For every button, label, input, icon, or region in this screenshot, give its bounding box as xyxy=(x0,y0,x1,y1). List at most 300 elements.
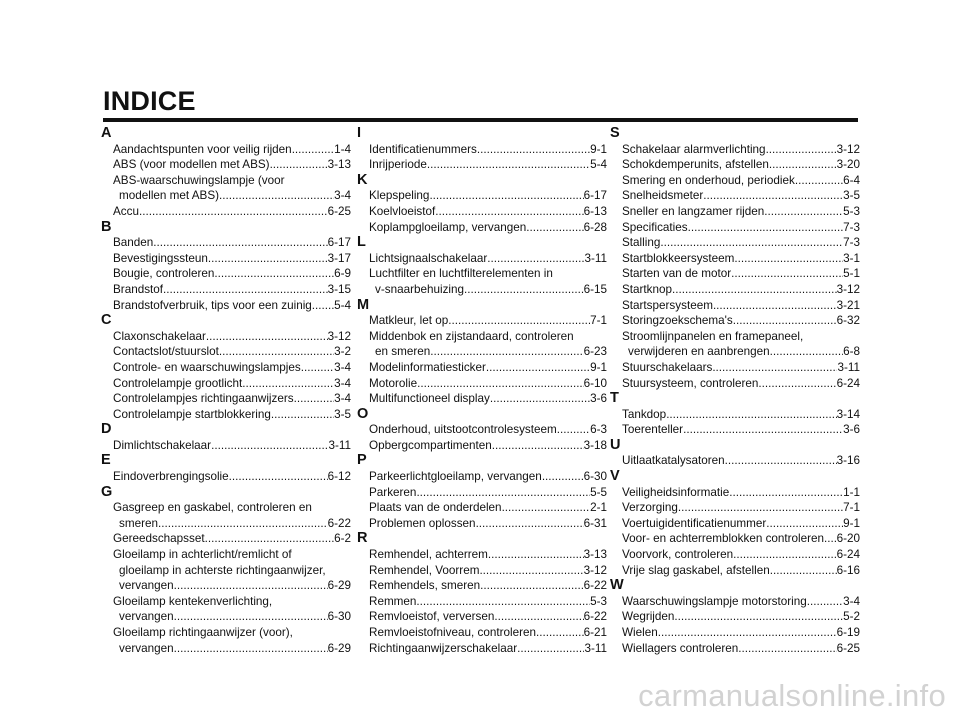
index-entry-page: 6-9 xyxy=(334,267,351,281)
index-entry[interactable] xyxy=(610,547,860,563)
index-entry-name: Opbergcompartimenten xyxy=(369,438,492,452)
dot-leader xyxy=(292,142,334,158)
index-entry-line: Middenbok en zijstandaard, controleren xyxy=(369,329,574,343)
index-entry-name: Controle- en waarschuwingslampjes xyxy=(113,360,301,374)
index-entry[interactable] xyxy=(101,516,351,532)
dot-leader xyxy=(683,422,843,438)
dot-leader xyxy=(312,298,334,314)
dot-leader xyxy=(734,251,843,267)
index-entry-name: Multifunctioneel display xyxy=(369,392,490,406)
index-entry[interactable] xyxy=(357,500,607,516)
index-entry-page: 6-13 xyxy=(583,204,607,218)
index-entry[interactable] xyxy=(101,609,351,625)
dot-leader xyxy=(242,376,334,392)
title-rule xyxy=(103,118,858,122)
dot-leader xyxy=(766,516,843,532)
dot-leader xyxy=(764,204,843,220)
index-entry-name: Eindoverbrengingsolie xyxy=(113,470,229,484)
dot-leader xyxy=(219,344,334,360)
index-entry-name: Vrije slag gaskabel, afstellen xyxy=(622,563,770,577)
index-entry-name: Aandachtspunten voor veilig rijden xyxy=(113,142,292,156)
index-entry[interactable] xyxy=(357,578,607,594)
dot-leader xyxy=(211,438,328,454)
dot-leader xyxy=(294,391,335,407)
index-entry-page: 3-11 xyxy=(837,360,860,374)
index-entry-name: Storingzoekschema's xyxy=(622,314,733,328)
index-entry[interactable] xyxy=(610,625,860,641)
index-entry-page: 9-1 xyxy=(590,142,607,156)
index-entry[interactable] xyxy=(101,578,351,594)
dot-leader xyxy=(229,469,328,485)
index-entry-page: 3-16 xyxy=(836,454,860,468)
index-entry-name: Stuurschakelaars xyxy=(622,360,713,374)
index-entry-page: 1-1 xyxy=(843,485,860,499)
index-entry-name: Remhendel, achterrem xyxy=(369,548,488,562)
index-letter-heading: E xyxy=(101,452,111,469)
index-entry[interactable] xyxy=(610,531,860,547)
index-entry-name: Startblokkeersysteem xyxy=(622,251,735,265)
index-entry[interactable] xyxy=(101,469,351,485)
dot-leader xyxy=(208,251,328,267)
index-entry-name: Lichtsignaalschakelaar xyxy=(369,251,488,265)
index-entry[interactable] xyxy=(610,266,860,282)
dot-leader xyxy=(476,516,584,532)
index-entry-page: 6-31 xyxy=(583,516,607,530)
index-entry-line: Gloeilamp in achterlicht/remlicht of xyxy=(113,548,292,562)
index-entry-page: 2-1 xyxy=(590,501,607,515)
dot-leader xyxy=(205,531,334,547)
index-letter-heading: V xyxy=(610,468,620,485)
dot-leader xyxy=(502,500,591,516)
index-letter-heading: R xyxy=(357,530,368,547)
index-entry-page: 3-6 xyxy=(590,392,607,406)
index-entry[interactable] xyxy=(610,235,860,251)
dot-leader xyxy=(492,438,584,454)
index-entry-name: Controlelampjes richtingaanwijzers xyxy=(113,392,294,406)
index-entry-name: v-snaarbehuizing xyxy=(375,282,465,296)
index-letter-heading: I xyxy=(357,125,362,141)
index-entry[interactable] xyxy=(610,173,860,189)
index-entry-page: 6-30 xyxy=(327,610,351,624)
index-entry-name: Claxonschakelaar xyxy=(113,329,206,343)
index-entry-page: 6-3 xyxy=(590,423,607,437)
index-entry-name: Dimlichtschakelaar xyxy=(113,438,212,452)
index-entry-page: 6-25 xyxy=(327,204,351,218)
index-entry-page: 3-4 xyxy=(334,392,351,406)
index-entry-name: Startknop xyxy=(622,282,673,296)
index-entry-page: 6-25 xyxy=(836,641,860,655)
index-letter-heading: P xyxy=(357,452,367,469)
dot-leader xyxy=(174,578,328,594)
index-entry-page: 3-5 xyxy=(334,407,351,421)
dot-leader xyxy=(479,563,583,579)
dot-leader xyxy=(174,641,328,657)
index-entry[interactable] xyxy=(357,220,607,236)
index-entry-page: 5-3 xyxy=(590,594,607,608)
index-entry[interactable] xyxy=(101,142,351,158)
index-entry[interactable] xyxy=(610,188,860,204)
index-entry[interactable] xyxy=(610,453,860,469)
index-entry[interactable] xyxy=(101,282,351,298)
index-entry[interactable] xyxy=(357,609,607,625)
index-entry-page: 6-15 xyxy=(583,282,607,296)
dot-leader xyxy=(666,407,836,423)
index-entry[interactable] xyxy=(357,251,607,267)
index-entry-page: 6-21 xyxy=(583,626,607,639)
index-entry[interactable] xyxy=(610,220,860,236)
index-entry-page: 3-15 xyxy=(327,282,351,296)
dot-leader xyxy=(488,547,584,563)
index-entry[interactable] xyxy=(101,531,351,547)
index-entry[interactable] xyxy=(610,204,860,220)
dot-leader xyxy=(731,266,843,282)
index-entry[interactable] xyxy=(610,422,860,438)
dot-leader xyxy=(174,609,328,625)
index-entry-name: Stalling xyxy=(622,236,661,250)
dot-leader xyxy=(770,563,837,579)
index-entry-page: 6-32 xyxy=(836,314,860,328)
index-entry-page: 6-2 xyxy=(334,532,351,546)
index-entry-line: Gloeilamp kentekenverlichting, xyxy=(113,594,273,608)
index-entry-name: Voertuigidentificatienummer xyxy=(622,516,767,530)
index-entry-name: Tankdop xyxy=(622,407,667,421)
index-entry[interactable] xyxy=(610,376,860,392)
dot-leader xyxy=(725,453,837,469)
dot-leader xyxy=(733,313,837,329)
index-entry[interactable] xyxy=(357,438,607,454)
index-entry-page: 9-1 xyxy=(590,360,607,374)
dot-leader xyxy=(770,344,843,360)
index-entry-name: en smeren xyxy=(375,345,431,359)
dot-leader xyxy=(487,251,584,267)
index-entry[interactable] xyxy=(101,251,351,267)
dot-leader xyxy=(163,282,328,298)
index-entry[interactable] xyxy=(357,142,607,158)
index-entry-page: 6-29 xyxy=(327,641,351,655)
index-entry-name: Startspersysteem xyxy=(622,298,713,312)
index-entry[interactable] xyxy=(357,563,607,579)
index-entry[interactable] xyxy=(610,282,860,298)
index-entry-page: 5-4 xyxy=(334,298,351,312)
index-entry-page: 6-22 xyxy=(583,579,607,593)
dot-leader xyxy=(219,188,334,204)
index-entry-page: 3-4 xyxy=(334,189,351,203)
index-entry-page: 3-12 xyxy=(836,282,860,296)
index-entry[interactable] xyxy=(357,188,607,204)
index-entry-line: Gloeilamp richtingaanwijzer (voor), xyxy=(113,626,293,639)
dot-leader xyxy=(464,282,584,298)
dot-leader xyxy=(477,142,590,158)
index-entry-page: 6-22 xyxy=(327,516,351,530)
dot-leader xyxy=(430,344,583,360)
index-entry[interactable] xyxy=(357,594,607,610)
watermark: carmanualsonline.info xyxy=(638,678,946,713)
index-entry-page: 6-28 xyxy=(583,220,607,234)
index-entry-line: Gasgreep en gaskabel, controleren en xyxy=(113,501,312,515)
index-entry-page: 3-14 xyxy=(836,407,860,421)
dot-leader xyxy=(738,641,836,657)
dot-leader xyxy=(271,407,334,423)
index-entry-name: Wiellagers controleren xyxy=(622,641,739,655)
index-entry-page: 6-10 xyxy=(583,376,607,390)
index-entry[interactable] xyxy=(357,157,607,173)
dot-leader xyxy=(486,360,590,376)
index-entry-page: 6-8 xyxy=(843,345,860,359)
dot-leader xyxy=(542,469,584,485)
index-entry[interactable] xyxy=(357,469,607,485)
dot-leader xyxy=(712,360,837,376)
dot-leader xyxy=(536,625,584,641)
index-entry-name: Bougie, controleren xyxy=(113,267,215,281)
dot-leader xyxy=(758,376,836,392)
index-entry-name: Remmen xyxy=(369,594,417,608)
index-entry-page: 3-12 xyxy=(583,563,607,577)
index-entry-page: 3-21 xyxy=(836,298,860,312)
index-entry-name: Brandstofverbruik, tips voor een zuinig xyxy=(113,298,312,312)
index-letter-heading: K xyxy=(357,171,368,188)
index-entry-name: Matkleur, let op xyxy=(369,314,449,328)
index-entry-name: Problemen oplossen xyxy=(369,516,476,530)
index-entry-name: vervangen xyxy=(119,610,174,624)
index-entry[interactable] xyxy=(357,204,607,220)
index-entry[interactable] xyxy=(101,360,351,376)
index-entry-name: Inrijperiode xyxy=(369,158,427,172)
index-entry-name: Bevestigingssteun xyxy=(113,251,208,265)
index-entry-name: verwijderen en aanbrengen xyxy=(628,345,770,359)
index-letter-heading: L xyxy=(357,234,366,251)
index-entry-page: 6-16 xyxy=(836,563,860,577)
dot-leader xyxy=(494,609,583,625)
dot-leader xyxy=(490,391,590,407)
index-entry[interactable] xyxy=(101,344,351,360)
index-entry[interactable] xyxy=(357,641,607,657)
index-entry-page: 5-4 xyxy=(590,158,607,172)
index-entry-page: 6-29 xyxy=(327,579,351,593)
index-letter-heading: A xyxy=(101,125,112,141)
dot-leader xyxy=(480,578,584,594)
index-entry[interactable] xyxy=(610,516,860,532)
index-entry-page: 3-13 xyxy=(583,548,607,562)
index-entry-line: Luchtfilter en luchtfilterelementen in xyxy=(369,267,553,281)
index-entry[interactable] xyxy=(357,282,607,298)
page-title: INDICE xyxy=(103,86,196,116)
index-entry[interactable] xyxy=(610,407,860,423)
index-entry-page: 3-17 xyxy=(327,251,351,265)
index-entry-page: 7-3 xyxy=(843,220,860,234)
dot-leader xyxy=(517,641,584,657)
index-entry[interactable] xyxy=(101,641,351,657)
index-letter-heading: G xyxy=(101,483,113,500)
index-entry-name: Koplampgloeilamp, vervangen xyxy=(369,220,527,234)
index-entry-name: vervangen xyxy=(119,579,174,593)
index-entry-name: Plaats van de onderdelen xyxy=(369,501,502,515)
index-entry-page: 6-19 xyxy=(836,626,860,639)
dot-leader xyxy=(139,204,328,220)
index-entry[interactable] xyxy=(101,266,351,282)
dot-leader xyxy=(429,188,583,204)
dot-leader xyxy=(688,220,843,236)
index-entry[interactable] xyxy=(101,438,351,454)
dot-leader xyxy=(214,266,334,282)
index-entry-page: 3-20 xyxy=(836,158,860,172)
index-entry-page: 3-11 xyxy=(328,438,351,452)
index-entry-page: 7-1 xyxy=(590,314,607,328)
index-entry-name: modellen met ABS) xyxy=(119,189,220,203)
index-entry-page: 5-2 xyxy=(843,610,860,624)
index-entry-page: 3-13 xyxy=(327,158,351,172)
index-entry-name: Klepspeling xyxy=(369,189,430,203)
index-entry-name: Parkeerlichtgloeilamp, vervangen xyxy=(369,470,542,484)
dot-leader xyxy=(703,188,843,204)
index-letter-heading: S xyxy=(610,125,620,141)
index-entry[interactable] xyxy=(101,298,351,314)
index-entry[interactable] xyxy=(610,594,860,610)
index-entry-name: Remhendels, smeren xyxy=(369,579,481,593)
index-entry[interactable] xyxy=(610,344,860,360)
index-entry-name: Verzorging xyxy=(622,501,678,515)
index-entry-line: ABS-waarschuwingslampje (voor xyxy=(113,173,285,187)
index-entry-page: 6-4 xyxy=(843,173,860,187)
index-entry-page: 3-11 xyxy=(584,641,607,655)
index-entry[interactable] xyxy=(357,516,607,532)
index-entry-name: Remhendel, Voorrem xyxy=(369,563,480,577)
index-entry[interactable] xyxy=(357,376,607,392)
index-letter-heading: W xyxy=(610,577,624,594)
index-entry-page: 3-11 xyxy=(584,251,607,265)
index-letter-heading: M xyxy=(357,296,370,313)
index-entry-page: 6-17 xyxy=(583,189,607,203)
index-entry-page: 3-2 xyxy=(334,345,351,359)
index-entry-page: 5-1 xyxy=(843,267,860,281)
dot-leader xyxy=(824,531,837,547)
index-entry-page: 7-3 xyxy=(843,236,860,250)
index-entry-name: Parkeren xyxy=(369,485,417,499)
index-entry-name: Richtingaanwijzerschakelaar xyxy=(369,641,518,655)
index-entry[interactable] xyxy=(610,563,860,579)
index-entry-name: Toerenteller xyxy=(622,423,684,437)
dot-leader xyxy=(416,485,590,501)
index-entry-name: Wegrijden xyxy=(622,610,675,624)
dot-leader xyxy=(713,298,837,314)
index-entry-page: 3-6 xyxy=(843,423,860,437)
index-entry-name: Specificaties xyxy=(622,220,688,234)
index-entry-name: Veiligheidsinformatie xyxy=(622,485,730,499)
index-entry-page: 6-30 xyxy=(583,470,607,484)
dot-leader xyxy=(153,235,327,251)
index-entry[interactable] xyxy=(101,188,351,204)
index-entry[interactable] xyxy=(101,235,351,251)
dot-leader xyxy=(435,204,583,220)
index-entry-name: Schokdemperunits, afstellen xyxy=(622,158,769,172)
dot-leader xyxy=(660,235,843,251)
dot-leader xyxy=(678,500,843,516)
index-entry-page: 3-12 xyxy=(836,142,860,156)
index-entry[interactable] xyxy=(610,609,860,625)
index-entry-name: Stuursysteem, controleren xyxy=(622,376,759,390)
index-entry-page: 3-4 xyxy=(334,376,351,390)
index-entry-name: Smering en onderhoud, periodiek xyxy=(622,173,795,187)
index-entry-name: smeren xyxy=(119,516,158,530)
index-entry-name: Voor- en achterremblokken controleren xyxy=(622,532,825,546)
index-entry[interactable] xyxy=(357,625,607,641)
dot-leader xyxy=(674,609,843,625)
index-entry[interactable] xyxy=(101,204,351,220)
index-entry[interactable] xyxy=(357,344,607,360)
index-entry-page: 6-22 xyxy=(583,610,607,624)
index-entry-line: gloeilamp in achterste richtingaanwijzer, xyxy=(119,563,326,577)
index-entry-name: Remvloeistof, verversen xyxy=(369,610,495,624)
index-entry-page: 6-12 xyxy=(327,470,351,484)
index-entry-page: 7-1 xyxy=(843,501,860,515)
index-entry-page: 5-5 xyxy=(590,485,607,499)
index-entry-name: Schakelaar alarmverlichting xyxy=(622,142,766,156)
index-entry-name: Sneller en langzamer rijden xyxy=(622,204,765,218)
dot-leader xyxy=(766,142,837,158)
index-entry-name: Starten van de motor xyxy=(622,267,732,281)
index-entry[interactable] xyxy=(610,360,860,376)
index-entry-name: Wielen xyxy=(622,626,658,639)
index-entry-name: ABS (voor modellen met ABS) xyxy=(113,158,270,172)
index-entry[interactable] xyxy=(101,329,351,345)
index-entry[interactable] xyxy=(610,500,860,516)
index-column-3 xyxy=(610,126,860,656)
dot-leader xyxy=(733,547,837,563)
index-letter-heading: C xyxy=(101,312,112,329)
index-entry[interactable] xyxy=(357,360,607,376)
index-entry-page: 9-1 xyxy=(843,516,860,530)
index-entry-line: Stroomlijnpanelen en framepaneel, xyxy=(622,329,804,343)
index-entry-name: Waarschuwingslampje motorstoring xyxy=(622,594,807,608)
dot-leader xyxy=(301,360,334,376)
index-entry-page: 6-24 xyxy=(836,548,860,562)
index-entry[interactable] xyxy=(610,298,860,314)
index-entry[interactable] xyxy=(357,313,607,329)
index-entry-name: Voorvork, controleren xyxy=(622,548,734,562)
dot-leader xyxy=(417,376,584,392)
dot-leader xyxy=(526,220,583,236)
index-entry[interactable] xyxy=(610,485,860,501)
index-entry-name: vervangen xyxy=(119,641,174,655)
index-entry[interactable] xyxy=(357,547,607,563)
index-entry[interactable] xyxy=(610,641,860,657)
index-letter-heading: B xyxy=(101,218,112,235)
index-column-1 xyxy=(101,126,351,656)
index-entry-page: 3-18 xyxy=(583,438,607,452)
index-entry[interactable] xyxy=(610,313,860,329)
index-letter-heading: D xyxy=(101,421,112,438)
dot-leader xyxy=(807,594,843,610)
index-entry[interactable] xyxy=(610,251,860,267)
index-entry[interactable] xyxy=(357,391,607,407)
index-entry[interactable] xyxy=(357,485,607,501)
index-entry-page: 6-20 xyxy=(836,532,860,546)
index-entry-page: 3-12 xyxy=(327,329,351,343)
index-entry[interactable] xyxy=(357,422,607,438)
index-entry[interactable] xyxy=(101,407,351,423)
index-entry[interactable] xyxy=(101,391,351,407)
index-entry-name: Koelvloeistof xyxy=(369,204,436,218)
index-entry-page: 6-24 xyxy=(836,376,860,390)
index-entry[interactable] xyxy=(101,157,351,173)
index-entry-name: Modelinformatiesticker xyxy=(369,360,486,374)
index-entry[interactable] xyxy=(610,157,860,173)
index-entry-name: Snelheidsmeter xyxy=(622,189,704,203)
index-entry-name: Remvloeistofniveau, controleren xyxy=(369,626,536,639)
index-entry-page: 5-3 xyxy=(843,204,860,218)
index-entry[interactable] xyxy=(610,142,860,158)
index-entry[interactable] xyxy=(101,376,351,392)
index-entry-name: Identificatienummers xyxy=(369,142,477,156)
